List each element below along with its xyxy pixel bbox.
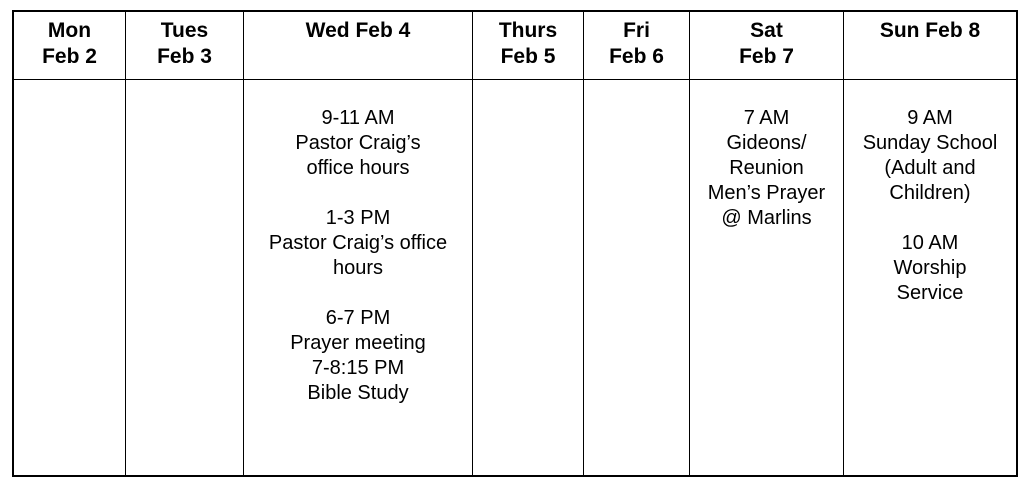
event-text-line: Pastor Craig’s office [268,231,448,254]
event-text-line: Reunion [729,156,804,179]
event-text-line: Men’s Prayer [707,181,826,204]
day-header-line: Thurs [498,19,558,42]
event-text-line: Gideons/ [726,131,807,154]
day-cell-thurs-feb-5 [473,79,584,476]
day-header-thurs-feb-5 [473,11,584,79]
blank-line [844,206,1016,231]
event-text-line: Children) [889,181,971,204]
event-text-line: Sunday School [862,131,998,154]
day-header-line: Fri [623,19,650,42]
event-text-line: 6-7 PM [325,306,391,329]
event-text-line: @ Marlins [721,206,812,229]
day-cell-sat-feb-7 [690,79,844,476]
event-text-line: 10 AM [901,231,959,254]
event-text-line: office hours [306,156,410,179]
day-header-wed-feb-4 [244,11,473,79]
event-text-line: Pastor Craig’s [295,131,421,154]
day-header-mon-feb-2 [13,11,126,79]
day-header-line: Feb 7 [739,45,794,68]
blank-line [244,281,472,306]
day-header-line: Feb 5 [500,45,556,68]
day-header-sat-feb-7 [690,11,844,79]
day-cell-wed-feb-4 [244,79,473,476]
day-header-tues-feb-3 [126,11,244,79]
event-text-line: Worship [893,256,967,279]
day-header-line: Feb 2 [42,45,97,68]
event-text-line: (Adult and [884,156,976,179]
day-header-sun-feb-8 [844,11,1018,79]
event-text-line: 9 AM [907,106,953,129]
event-text-line: Service [896,281,964,304]
day-cell-fri-feb-6 [584,79,690,476]
day-header-line: Tues [160,19,209,42]
day-cell-sun-feb-8 [844,79,1018,476]
event-text-line: 7 AM [743,106,790,129]
day-cell-tues-feb-3 [126,79,244,476]
blank-line [244,181,472,206]
day-header-fri-feb-6 [584,11,690,79]
event-text-line: Bible Study [307,381,409,404]
weekly-schedule-table [12,10,1018,477]
day-header-line: Sat [750,19,783,42]
day-header-line: Feb 6 [609,45,664,68]
event-text-line: Prayer meeting [290,331,426,354]
event-text-line: 1-3 PM [325,206,391,229]
day-cell-mon-feb-2 [13,79,126,476]
day-header-line: Sun Feb 8 [879,19,981,42]
event-text-line: 7-8:15 PM [311,356,405,379]
day-header-line: Wed Feb 4 [305,19,411,42]
event-text-line: hours [332,256,384,279]
day-header-line: Mon [47,19,92,42]
header-row [13,11,1017,79]
event-text-line: 9-11 AM [321,106,395,129]
events-row [13,79,1017,476]
day-header-line: Feb 3 [157,45,212,68]
